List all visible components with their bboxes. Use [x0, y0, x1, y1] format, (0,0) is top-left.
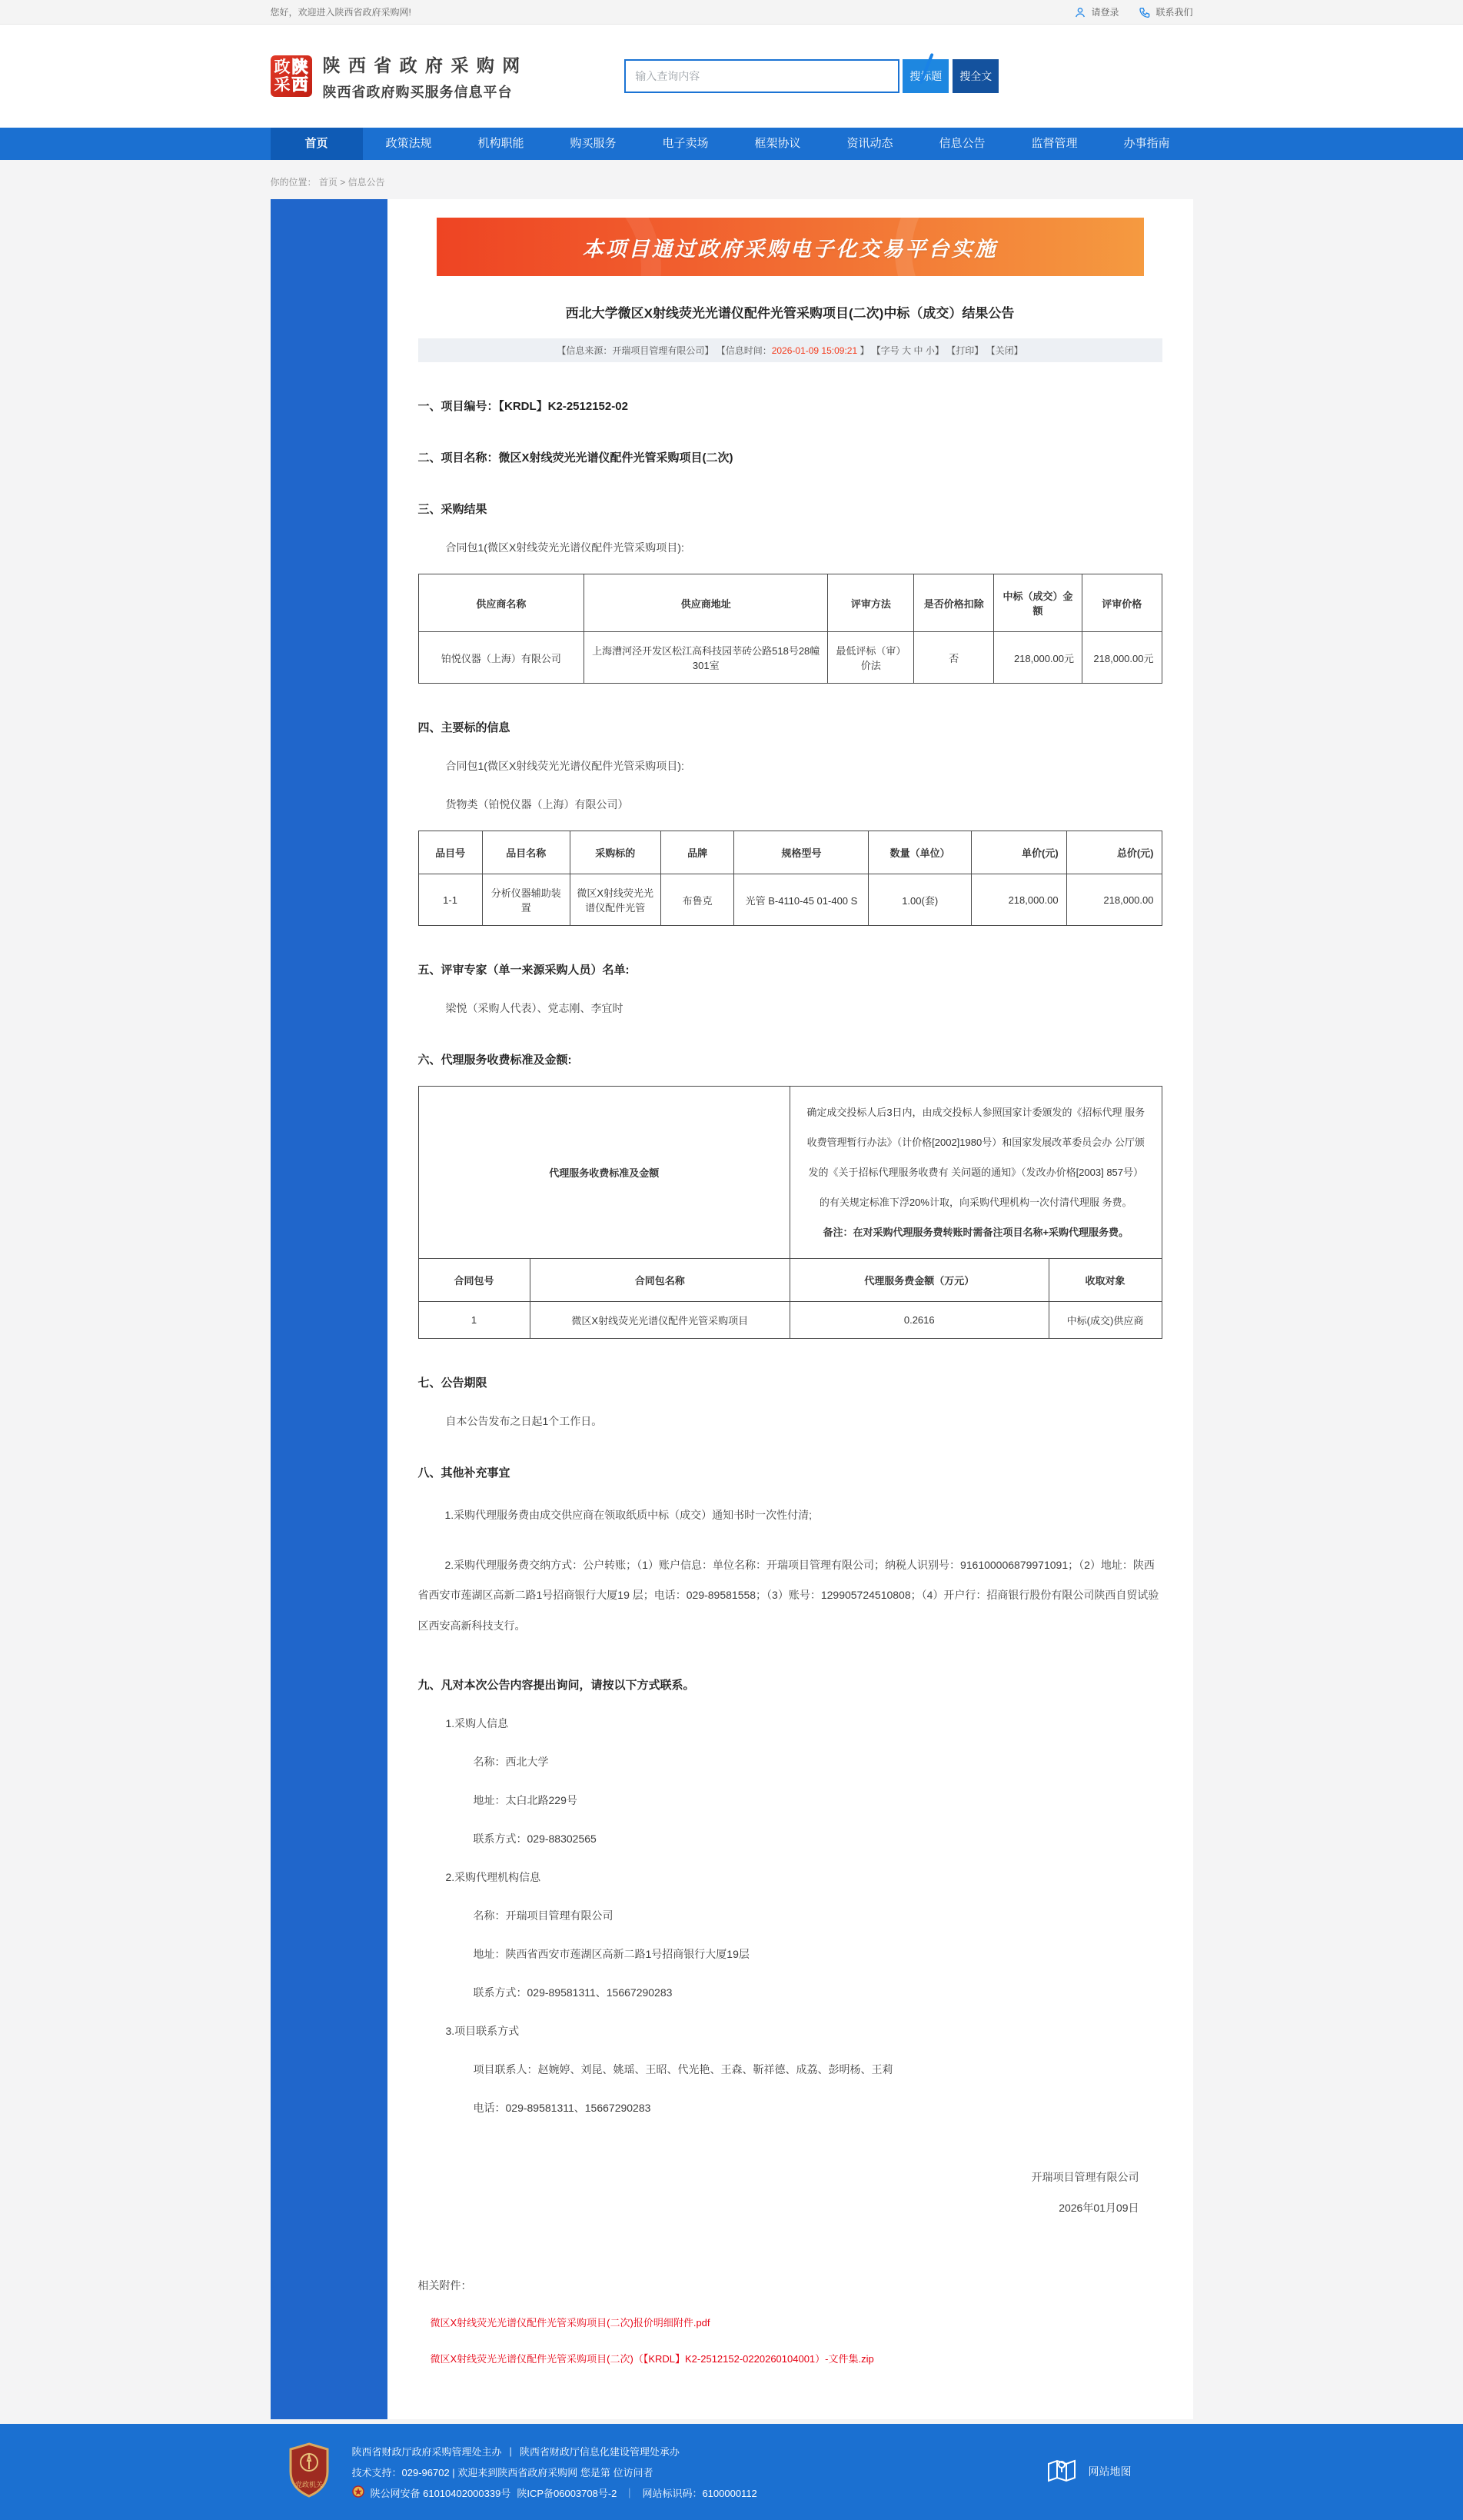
government-badge-icon: [288, 2442, 331, 2502]
user-icon: [1074, 6, 1086, 18]
purchaser-name: 名称：西北大学: [473, 1755, 549, 1768]
font-size-small[interactable]: 小: [925, 345, 935, 356]
login-label: 请登录: [1091, 7, 1119, 18]
agency-info-heading: 2.采购代理机构信息: [445, 1870, 541, 1883]
article-meta-bar: 【信息来源：开瑞项目管理有限公司】 【信息时间：2026-01-09 15:09:21 】 【字号 大 中 小】 【打印】 【关闭】: [418, 338, 1162, 362]
platform-banner: [437, 218, 1144, 276]
left-blue-panel: [271, 199, 387, 2419]
table-header-row: 合同包号 合同包名称 代理服务费金额（万元） 收取对象: [418, 1259, 1162, 1302]
site-logo[interactable]: [271, 52, 522, 102]
top-utility-bar: [0, 0, 1463, 25]
supplementary-item-1: 1.采购代理服务费由成交供应商在领取纸质中标（成交）通知书时一次性付清;: [444, 1509, 813, 1521]
table-row: 1-1 分析仪器辅助装置 微区X射线荧光光谱仪配件光管 布鲁克 光管 B-4110-45 01-400 S 1.00(套) 218,000.00 218,000.00: [418, 874, 1162, 926]
supplier-table: [418, 574, 1162, 684]
search-area: [624, 59, 999, 93]
footer-line-2: 技术支持：029-96702 | 欢迎来到陕西省政府采购网 您是第 位访问者: [351, 2466, 653, 2478]
section-supplementary: 八、其他补充事宜: [417, 1466, 510, 1480]
sitemap-label: 网站地图: [1088, 2465, 1132, 2478]
site-title: 陕 西 省 政 府 采 购 网: [322, 55, 522, 75]
print-button[interactable]: 【打印】: [946, 345, 984, 356]
table-row: 1 微区X射线荧光光谱仪配件光管采购项目 0.2616 中标(成交)供应商: [418, 1302, 1162, 1339]
nav-item-e-market[interactable]: 电子卖场: [662, 137, 709, 150]
agency-fee-description: 确定成交投标人后3日内，由成交投标人参照国家计委颁发的《招标代理 服务收费管理暂行办法》（计价格[2002]1980号）和国家发展改革委员会办 公厅颁发的《关于招标代理服务收费有 关问题的通知》（发改办价格[2003] 857号）的有关规定标准下浮20%计取，向采购代理机构一次付清代理服 务费。: [806, 1107, 1145, 1208]
banner-text: 本项目通过政府采购电子化交易平台实施: [582, 237, 998, 261]
contact-label: 联系我们: [1155, 7, 1193, 18]
agency-name: 名称：开瑞项目管理有限公司: [473, 1909, 613, 1922]
search-fulltext-button[interactable]: 搜全文: [953, 59, 999, 93]
signature-block: [418, 2162, 1162, 2224]
section-experts: 五、评审专家（单一来源采购人员）名单:: [417, 964, 630, 977]
site-subtitle: 陕西省政府购买服务信息平台: [322, 84, 513, 100]
goods-category-line: 货物类（铂悦仪器（上海）有限公司）: [445, 798, 629, 811]
footer-line-1: 陕西省财政厅政府采购管理处主办 | 陕西省财政厅信息化建设管理处承办: [351, 2445, 680, 2458]
login-link[interactable]: [1074, 5, 1119, 18]
project-phone: 电话：029-89581311、15667290283: [473, 2101, 651, 2114]
nav-item-home[interactable]: 首页: [271, 128, 363, 160]
font-size-large[interactable]: 大: [902, 345, 912, 356]
site-code: 网站标识码：6100000112: [642, 2487, 757, 2499]
logo-seal-icon: 政 陕 采 西: [271, 55, 312, 97]
nav-item-purchase-services[interactable]: 购买服务: [570, 137, 617, 150]
security-filing-link[interactable]: 陕公网安备 61010402000339号: [370, 2487, 511, 2499]
content-area: [271, 199, 1193, 2419]
site-header: [0, 25, 1463, 128]
table-header-row: 供应商名称 供应商地址 评审方法 是否价格扣除 中标（成交）金额 评审价格: [418, 574, 1162, 632]
announcement-period-text: 自本公告发布之日起1个工作日。: [445, 1415, 603, 1427]
table-row: 代理服务收费标准及金额 确定成交投标人后3日内，由成交投标人参照国家计委颁发的《招标代理 服务收费管理暂行办法》（计价格[2002]1980号）和国家发展改革委员会办 公厅颁发的《关于招标代理服务收费有 关问题的通知》（发改办价格[2003] 857号）的有关规定标准下浮20%计取，向采购代理机构一次付清代理服 务费。 备注：在对采购代理服务费转账时需备注项目名称+采购代理服务费。: [418, 1087, 1162, 1259]
purchaser-info-heading: 1.采购人信息: [445, 1716, 509, 1729]
welcome-text: 您好，欢迎进入陕西省政府采购网!: [270, 7, 411, 18]
nav-item-guide[interactable]: 办事指南: [1123, 137, 1170, 150]
search-input[interactable]: [624, 59, 899, 93]
attachment-zip-link[interactable]: 微区X射线荧光光谱仪配件光管采购项目(二次)（【KRDL】K2-2512152-0220260104001）-文件集.zip: [430, 2352, 874, 2365]
nav-item-functions[interactable]: 机构职能: [477, 137, 524, 150]
nav-item-announcements[interactable]: 信息公告: [939, 137, 986, 150]
project-contacts: 项目联系人：赵婉婷、刘昆、姚瑶、王昭、代光艳、王森、靳祥德、成荔、彭明杨、王莉: [473, 2062, 893, 2076]
article-title: 西北大学微区X射线荧光光谱仪配件光管采购项目(二次)中标（成交）结果公告: [565, 306, 1015, 321]
section-agency-fee: 六、代理服务收费标准及金额:: [417, 1054, 572, 1067]
items-table: [418, 831, 1162, 926]
purchaser-address: 地址：太白北路229号: [473, 1793, 577, 1806]
contact-link[interactable]: [1139, 5, 1192, 18]
close-button[interactable]: 【关闭】: [986, 345, 1023, 356]
breadcrumb-home-link[interactable]: 首页: [318, 177, 337, 188]
section-procurement-result: 三、采购结果: [417, 503, 487, 516]
signature-date: 2026年01月09日: [1059, 2202, 1139, 2215]
section-contact: 九、凡对本次公告内容提出询问，请按以下方式联系。: [417, 1678, 695, 1692]
phone-icon: [1139, 6, 1151, 18]
contract-package-line: 合同包1(微区X射线荧光光谱仪配件光管采购项目):: [445, 541, 684, 554]
agency-phone: 联系方式：029-89581311、15667290283: [473, 1986, 673, 1999]
signature-company: 开瑞项目管理有限公司: [1031, 2170, 1139, 2183]
nav-item-policies[interactable]: 政策法规: [385, 137, 432, 150]
breadcrumb: [271, 160, 1193, 199]
table-header-row: 品目号 品目名称 采购标的 品牌 规格型号 数量（单位） 单价(元) 总价(元): [418, 831, 1162, 874]
section-project-name: 二、项目名称：微区X射线荧光光谱仪配件光管采购项目(二次): [417, 451, 733, 464]
icp-filing-link[interactable]: 陕ICP备06003708号-2: [517, 2487, 617, 2499]
police-badge-icon: [352, 2485, 364, 2500]
project-contact-heading: 3.项目联系方式: [445, 2024, 520, 2037]
attachments-label: 相关附件：: [417, 2279, 472, 2292]
footer-line-3: 陕公网安备 61010402000339号 陕ICP备06003708号-2 ｜ 网站标识码：6100000112: [352, 2485, 757, 2500]
breadcrumb-separator: >: [340, 177, 346, 188]
main-navigation: [0, 128, 1463, 160]
map-icon: [1046, 2455, 1078, 2489]
svg-text:党政机关: 党政机关: [294, 2480, 323, 2488]
agency-fee-table: [418, 1086, 1162, 1339]
nav-item-news[interactable]: 资讯动态: [846, 137, 893, 150]
breadcrumb-current-link[interactable]: 信息公告: [347, 177, 385, 188]
section-announcement-period: 七、公告期限: [417, 1377, 487, 1390]
site-footer: [0, 2424, 1463, 2520]
nav-item-supervision[interactable]: 监督管理: [1031, 137, 1078, 150]
table-row: 铂悦仪器（上海）有限公司 上海漕河泾开发区松江高科技园莘砖公路518号28幢301室 最低评标（审）价法 否 218,000.00元 218,000.00元: [418, 632, 1162, 684]
experts-names: 梁悦（采购人代表）、党志刚、李宜时: [445, 1002, 623, 1014]
font-size-medium[interactable]: 中: [913, 345, 923, 356]
section-project-number: 一、项目编号：【KRDL】K2-2512152-02: [417, 400, 628, 413]
meta-time: 2026-01-09 15:09:21: [771, 345, 858, 356]
meta-source: 【信息来源：开瑞项目管理有限公司】 【信息时间：: [557, 345, 772, 356]
nav-item-framework[interactable]: 框架协议: [754, 137, 801, 150]
contract-package-line: 合同包1(微区X射线荧光光谱仪配件光管采购项目):: [445, 760, 684, 772]
agency-fee-note: 备注：在对采购代理服务费转账时需备注项目名称+采购代理服务费。: [823, 1227, 1129, 1238]
purchaser-phone: 联系方式：029-88302565: [473, 1832, 597, 1845]
supplementary-item-2: 2.采购代理服务费交纳方式：公户转账；（1）账户信息：单位名称：开瑞项目管理有限公司；纳税人识别号：916100006879971091；（2）地址：陕西省西安市莲湖区高新二路1号招商银行大厦19 层；电话：029-89581558；（3）账号：129905724510808；（4）开户行：招商银行股份有限公司陕西自贸试验区西安高新科技支行。: [417, 1559, 1159, 1632]
sitemap-link[interactable]: [1046, 2455, 1132, 2489]
section-main-subject: 四、主要标的信息: [417, 721, 510, 734]
agency-address: 地址：陕西省西安市莲湖区高新二路1号招商银行大厦19层: [473, 1947, 750, 1960]
attachments: [418, 2278, 1162, 2365]
breadcrumb-label: 你的位置：: [270, 177, 317, 188]
attachment-pdf-link[interactable]: 微区X射线荧光光谱仪配件光管采购项目(二次)报价明细附件.pdf: [430, 2316, 710, 2329]
article-main: [387, 199, 1193, 2419]
search-title-button[interactable]: 搜标题: [903, 59, 949, 93]
